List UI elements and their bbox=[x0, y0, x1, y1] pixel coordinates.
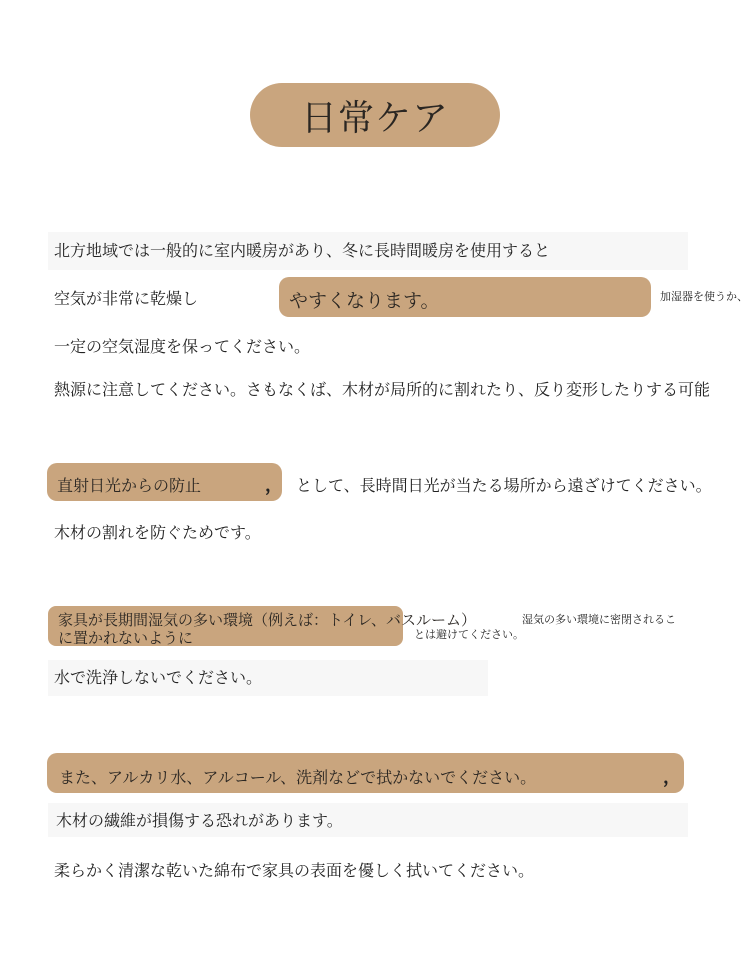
section3-note-line1: 湿気の多い環境に密閉されるこ bbox=[522, 613, 676, 626]
section2-line1-rest: として、長時間日光が当たる場所から遠ざけてください。 bbox=[296, 476, 712, 495]
comma-mark: ， bbox=[265, 475, 283, 496]
highlight-dryness-text: やすくなります。 bbox=[289, 290, 440, 312]
highlight-pill-dryness bbox=[279, 277, 651, 317]
highlight-pill-cleaning bbox=[47, 753, 684, 793]
section4-line3: 柔らかく清潔な乾いた綿布で家具の表面を優しく拭いてください。 bbox=[54, 861, 535, 880]
section1-line2-right: 加湿器を使うか、 bbox=[660, 290, 748, 303]
section1-line3: 一定の空気湿度を保ってください。 bbox=[54, 337, 311, 356]
section3-line2: 水で洗浄しないでください。 bbox=[54, 668, 263, 687]
section1-line1: 北方地域では一般的に室内暖房があり、冬に長時間暖房を使用すると bbox=[54, 241, 551, 260]
section4-line2: 木材の繊維が損傷する恐れがあります。 bbox=[56, 811, 343, 830]
page-title: 日常ケア bbox=[300, 97, 449, 139]
section1-line4: 熱源に注意してください。さもなくば、木材が局所的に割れたり、反り変形したりする可能 bbox=[54, 380, 711, 399]
highlight-pill-sunlight bbox=[47, 463, 282, 501]
section1-line2-left: 空気が非常に乾燥し bbox=[54, 289, 199, 308]
highlight-humidity-line2: に置かれないように bbox=[58, 629, 194, 647]
comma-mark: ， bbox=[663, 767, 681, 788]
highlight-humidity-line1: 家具が長期間湿気の多い環境（例えば：トイレ、バスルーム） bbox=[58, 611, 477, 629]
highlight-cleaning-text: また、アルカリ水、アルコール、洗剤などで拭かないでください。 bbox=[59, 768, 537, 787]
highlight-sunlight-text: 直射日光からの防止 bbox=[57, 476, 202, 495]
section2-line2: 木材の割れを防ぐためです。 bbox=[54, 523, 261, 542]
section3-note-line2: とは避けてください。 bbox=[414, 628, 524, 641]
title-pill bbox=[250, 83, 500, 147]
